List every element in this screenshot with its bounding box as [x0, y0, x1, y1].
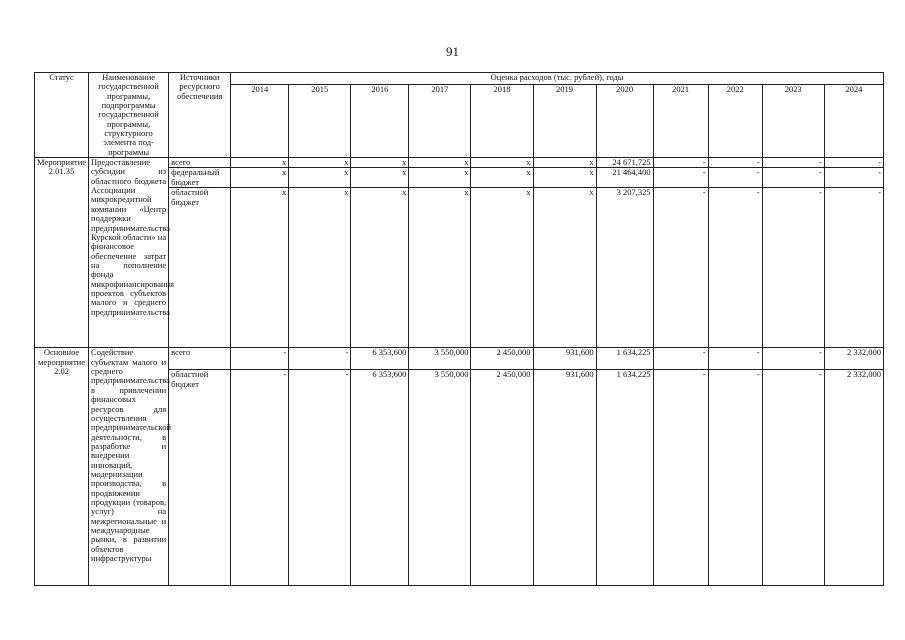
year-header: 2024 [824, 84, 883, 157]
amount-cell: x [533, 188, 596, 348]
amount-cell: 3 550,000 [409, 370, 471, 586]
amount-cell: x [289, 188, 351, 348]
amount-cell: 2 332,000 [824, 370, 883, 586]
amount-cell: 2 450,000 [471, 348, 533, 370]
name-column-header: Наименование государственной программы, подпрограммы государственной программы, структурного элемента под-программы [89, 73, 169, 158]
amount-cell: 6 353,600 [351, 348, 409, 370]
status-cell: Основное мероприятие 2.02 [35, 348, 89, 586]
header-row [35, 73, 884, 85]
amount-cell: 2 332,000 [824, 348, 883, 370]
amount-cell: - [289, 370, 351, 586]
amount-cell: - [653, 370, 708, 586]
year-header: 2014 [231, 84, 289, 157]
table-body [35, 158, 884, 586]
funding-source-cell: областной бюджет [169, 370, 231, 586]
sources-column-header: Источники ресурсного обеспечения [169, 73, 231, 158]
amount-cell: - [653, 348, 708, 370]
amount-cell: - [824, 158, 883, 168]
amount-cell: x [231, 168, 289, 188]
activity-name-cell: Предоставление субсидии из областного бюджета Ассоциации микрокредитной компании «Центр поддержки предпринимательства Курской области» на финансовое обеспечение затрат на пополнение фонда микрофинансирования проектов субъектов малого и среднего предпринимательства [89, 158, 169, 348]
year-header: 2020 [596, 84, 653, 157]
year-header: 2017 [409, 84, 471, 157]
amount-cell: - [231, 370, 289, 586]
amount-cell: - [824, 188, 883, 348]
amount-cell: 931,600 [533, 370, 596, 586]
amount-cell: - [762, 158, 824, 168]
year-header: 2021 [653, 84, 708, 157]
amount-cell: x [289, 168, 351, 188]
amount-cell: - [708, 348, 762, 370]
amount-cell: - [762, 348, 824, 370]
year-header: 2018 [471, 84, 533, 157]
amount-cell: - [653, 188, 708, 348]
amount-cell: 3 207,325 [596, 188, 653, 348]
table-row [35, 348, 884, 370]
amount-cell: 6 353,600 [351, 370, 409, 586]
amount-cell: x [409, 188, 471, 348]
status-cell: Мероприятие 2.01.35 [35, 158, 89, 348]
amount-cell: - [231, 348, 289, 370]
year-header: 2019 [533, 84, 596, 157]
amount-cell: - [762, 168, 824, 188]
amount-cell: x [471, 168, 533, 188]
amount-cell: 1 634,225 [596, 370, 653, 586]
amount-cell: - [708, 188, 762, 348]
amount-cell: - [708, 168, 762, 188]
amount-cell: 1 634,225 [596, 348, 653, 370]
status-column-header: Статус [35, 73, 89, 158]
amount-cell: - [653, 158, 708, 168]
table-row [35, 158, 884, 168]
funding-source-cell: областной бюджет [169, 188, 231, 348]
amount-cell: x [471, 158, 533, 168]
year-header: 2016 [351, 84, 409, 157]
table-header [35, 73, 884, 158]
amount-cell: x [231, 158, 289, 168]
year-header: 2023 [762, 84, 824, 157]
amount-cell: x [231, 188, 289, 348]
funding-source-cell: всего [169, 348, 231, 370]
amount-cell: - [762, 188, 824, 348]
amount-cell: x [533, 158, 596, 168]
amount-cell: 21 464,400 [596, 168, 653, 188]
amount-cell: 931,600 [533, 348, 596, 370]
amount-cell: x [409, 168, 471, 188]
amount-cell: 24 671,725 [596, 158, 653, 168]
page-number: 91 [446, 44, 459, 59]
year-header: 2022 [708, 84, 762, 157]
amount-cell: - [708, 370, 762, 586]
amount-cell: x [351, 188, 409, 348]
year-header: 2015 [289, 84, 351, 157]
estimate-column-header: Оценка расходов (тыс. рублей), годы [231, 73, 884, 85]
amount-cell: 3 550,000 [409, 348, 471, 370]
amount-cell: x [471, 188, 533, 348]
amount-cell: - [289, 348, 351, 370]
budget-table [34, 72, 884, 586]
amount-cell: x [351, 158, 409, 168]
activity-name-cell: Содействие субъектам малого и среднего предпринимательства в привлечении финансовых ресурсов для осуществления предпринимательской деятельности, в разработке и внедрении инноваций, модернизации производства, в продвижении продукции (товаров, услуг) на межрегиональные и международные рынки, в развитии объектов инфраструктуры [89, 348, 169, 586]
amount-cell: 2 450,000 [471, 370, 533, 586]
amount-cell: x [351, 168, 409, 188]
amount-cell: x [289, 158, 351, 168]
amount-cell: - [762, 370, 824, 586]
amount-cell: x [409, 158, 471, 168]
funding-source-cell: федеральный бюджет [169, 168, 231, 188]
amount-cell: - [708, 158, 762, 168]
amount-cell: - [653, 168, 708, 188]
funding-source-cell: всего [169, 158, 231, 168]
amount-cell: - [824, 168, 883, 188]
amount-cell: x [533, 168, 596, 188]
